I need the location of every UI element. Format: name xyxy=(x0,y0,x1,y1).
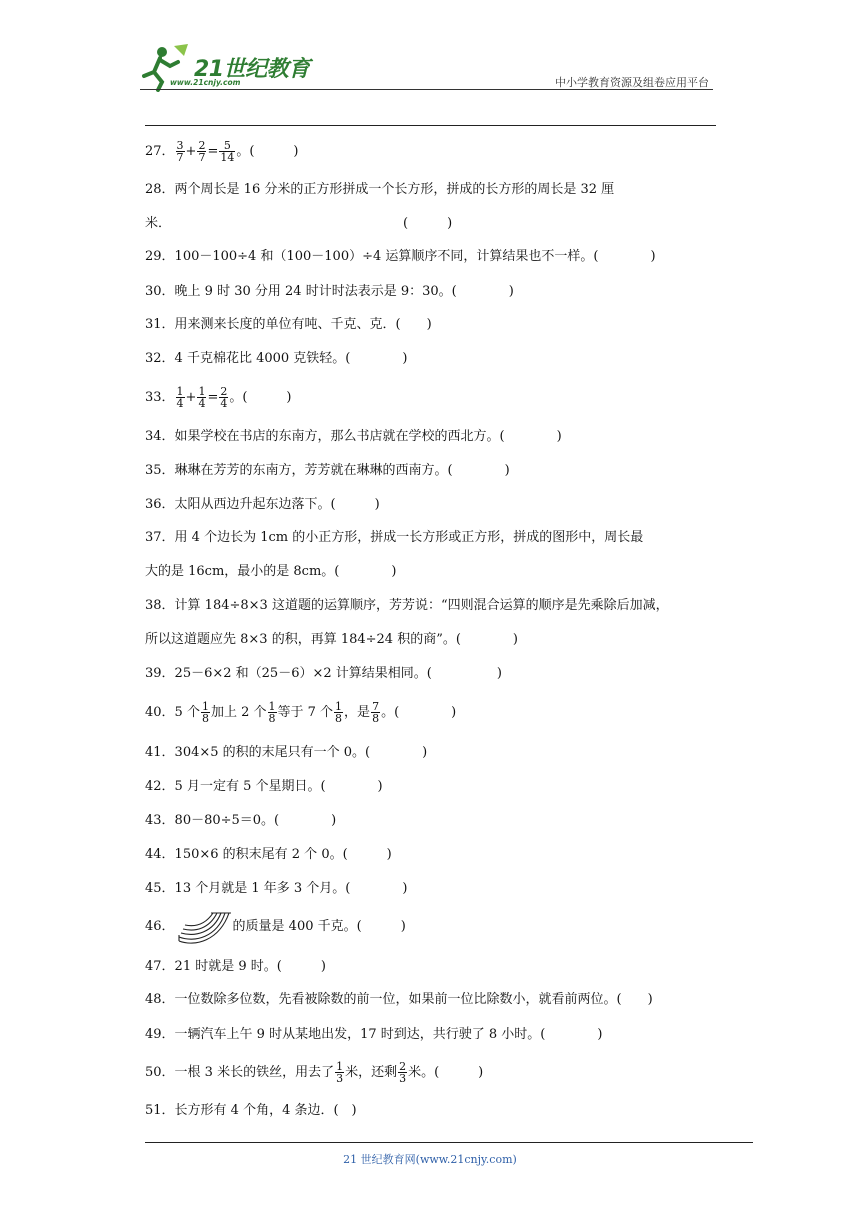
footer-link[interactable]: 21 世纪教育网(www.21cnjy.com) xyxy=(343,1153,517,1166)
question-29: 29．100－100÷4 和（100－100）÷4 运算顺序不同，计算结果也不一样。( ) xyxy=(145,249,656,264)
question-50: 50．一根 3 米长的铁丝，用去了 $\frac{1}{3}$ 米，还剩 $\frac{2}{3}$ 米。( ) xyxy=(145,1060,484,1085)
question-30: 30．晚上 9 时 30 分用 24 时计时法表示是 9：30。( ) xyxy=(145,284,514,299)
question-43: 43．80－80÷5＝0。( ) xyxy=(145,813,337,828)
question-42: 42．5 月一定有 5 个星期日。( ) xyxy=(145,779,383,794)
question-51: 51．长方形有 4 个角，4 条边．( ) xyxy=(145,1103,357,1118)
logo-text: 21世纪教育 xyxy=(194,57,310,82)
question-38-line2: 所以这道题应先 8×3 的积，再算 184÷24 积的商”。( ) xyxy=(145,632,519,647)
question-32: 32．4 千克棉花比 4000 克铁轻。( ) xyxy=(145,351,408,366)
question-44: 44．150×6 的积末尾有 2 个 0。( ) xyxy=(145,847,392,862)
question-31: 31．用来测来长度的单位有吨、千克、克．( ) xyxy=(145,317,432,332)
question-47: 47．21 时就是 9 时。( ) xyxy=(145,959,326,974)
footer-rule xyxy=(145,1142,753,1143)
question-37-line2: 大的是 16cm，最小的是 8cm。( ) xyxy=(145,564,397,579)
question-40: 40．5 个 $\frac{1}{8}$ 加上 2 个 $\frac{1}{8}$ 等于 7 个 $\frac{1}{8}$ ，是 $\frac{7}{8}$ 。( ) xyxy=(145,700,457,725)
question-36: 36．太阳从西边升起东边落下。( ) xyxy=(145,497,380,512)
question-37-line1: 37．用 4 个边长为 1cm 的小正方形，拼成一长方形或正方形，拼成的图形中，周长最 xyxy=(145,530,644,545)
page-header xyxy=(140,38,715,92)
question-38-line1: 38．计算 184÷8×3 这道题的运算顺序，芳芳说：“四则混合运算的顺序是先乘除后加减， xyxy=(145,598,669,613)
question-28-line1: 28．两个周长是 16 分米的正方形拼成一个长方形，拼成的长方形的周长是 32 厘 xyxy=(145,182,615,197)
question-28-line2: 米． ( ) xyxy=(145,216,453,231)
banana-bunch-icon xyxy=(175,907,233,947)
question-46: 46． 的质量是 400 千克。( ) xyxy=(145,918,406,936)
question-35: 35．琳琳在芳芳的东南方，芳芳就在琳琳的西南方。( ) xyxy=(145,463,510,478)
platform-name: 中小学教育资源及组卷应用平台 xyxy=(555,76,709,89)
question-27: 27． $\frac{3}{7}$ + $\frac{2}{7}$ = $\frac{5}{14}$ 。( ) xyxy=(145,139,299,164)
content-top-rule xyxy=(145,125,716,126)
logo-url: www.21cnjy.com xyxy=(170,78,241,87)
question-34: 34．如果学校在书店的东南方，那么书店就在学校的西北方。( ) xyxy=(145,429,562,444)
question-49: 49．一辆汽车上午 9 时从某地出发，17 时到达，共行驶了 8 小时。( ) xyxy=(145,1027,603,1042)
header-rule xyxy=(140,89,713,90)
question-48: 48．一位数除多位数，先看被除数的前一位，如果前一位比除数小，就看前两位。( ) xyxy=(145,992,653,1007)
question-39: 39．25－6×2 和（25－6）×2 计算结果相同。( ) xyxy=(145,666,502,681)
question-33: 33． $\frac{1}{4}$ + $\frac{1}{4}$ = $\frac{2}{4}$ 。( ) xyxy=(145,385,292,410)
question-41: 41．304×5 的积的末尾只有一个 0。( ) xyxy=(145,745,428,760)
logo xyxy=(140,38,340,92)
question-45: 45．13 个月就是 1 年多 3 个月。( ) xyxy=(145,881,408,896)
